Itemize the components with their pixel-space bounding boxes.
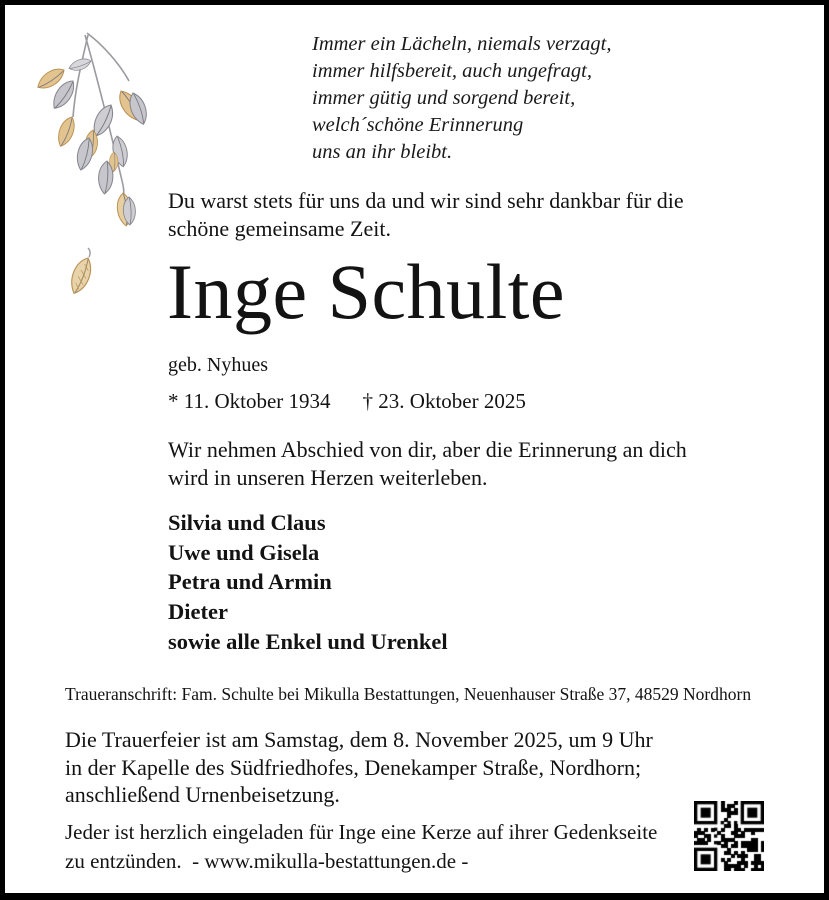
- leaf-branch-icon: [33, 25, 173, 230]
- mourning-address: Traueranschrift: Fam. Schulte bei Mikulla Bestattungen, Neuenhauser Straße 37, 48529 Nordhorn: [65, 684, 752, 704]
- service-line: Die Trauerfeier ist am Samstag, dem 8. November 2025, um 9 Uhr: [65, 727, 653, 752]
- poem-line: Immer ein Lächeln, niemals verzagt,: [312, 33, 612, 55]
- intro-line: schöne gemeinsame Zeit.: [168, 216, 391, 241]
- candle-invitation: [65, 818, 657, 876]
- mourners-list: [168, 508, 448, 657]
- mourner-line: Uwe und Gisela: [168, 539, 320, 565]
- death-date: † 23. Oktober 2025: [362, 389, 526, 413]
- birth-date: * 11. Oktober 1934: [168, 389, 331, 413]
- intro-line: Du warst stets für uns da und wir sind sehr dankbar für die: [168, 188, 684, 213]
- maiden-name: geb. Nyhues: [168, 354, 268, 376]
- mourner-line: Silvia und Claus: [168, 510, 326, 535]
- qr-code: [694, 801, 764, 871]
- deceased-name: Inge Schulte: [167, 248, 566, 335]
- invitation-line: zu entzünden. - www.mikulla-bestattungen.de -: [65, 849, 469, 873]
- mourner-line: sowie alle Enkel und Urenkel: [168, 628, 448, 654]
- farewell-line: wird in unseren Herzen weiterleben.: [168, 465, 488, 490]
- poem-line: welch´schöne Erinnerung: [312, 114, 524, 136]
- poem-line: immer hilfsbereit, auch ungefragt,: [312, 60, 592, 82]
- poem-line: immer gütig und sorgend bereit,: [312, 87, 576, 109]
- mourner-line: Dieter: [168, 599, 228, 625]
- poem-line: uns an ihr bleibt.: [312, 141, 453, 163]
- farewell-text: [168, 436, 687, 492]
- poem: [312, 31, 611, 166]
- life-dates: [168, 389, 526, 414]
- intro-text: [168, 187, 684, 243]
- service-line: in der Kapelle des Südfriedhofes, Denekamper Straße, Nordhorn;: [65, 754, 642, 780]
- invitation-line: Jeder ist herzlich eingeladen für Inge eine Kerze auf ihrer Gedenkseite: [65, 820, 658, 844]
- single-leaf-icon: [55, 245, 115, 307]
- mourner-line: Petra und Armin: [168, 569, 332, 595]
- farewell-line: Wir nehmen Abschied von dir, aber die Erinnerung an dich: [168, 437, 687, 462]
- service-info: [65, 726, 653, 809]
- service-line: anschließend Urnenbeisetzung.: [65, 782, 340, 807]
